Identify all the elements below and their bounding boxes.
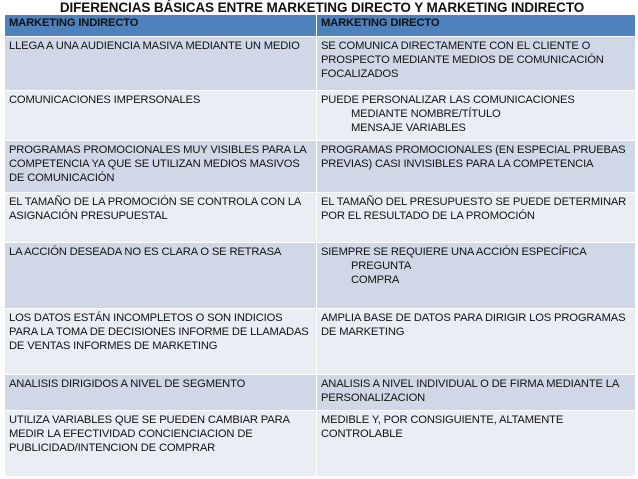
cell-direct (317, 91, 636, 141)
cell-indirect: COMUNICACIONES IMPERSONALES (5, 91, 317, 141)
cell-indirect: PROGRAMAS PROMOCIONALES MUY VISIBLES PARA LA COMPETENCIA YA QUE SE UTILIZAN MEDIOS MASIVOS DE COMUNICACIÓN (5, 141, 317, 193)
cell-sub-item: COMPRA (351, 274, 400, 286)
cell-indirect: LLEGA A UNA AUDIENCIA MASIVA MEDIANTE UN MEDIO (5, 37, 317, 91)
cell-sub-item: MENSAJE VARIABLES (351, 122, 466, 134)
cell-indirect: EL TAMAÑO DE LA PROMOCIÓN SE CONTROLA CON LA ASIGNACIÓN PRESUPUESTAL (5, 193, 317, 243)
cell-direct: AMPLIA BASE DE DATOS PARA DIRIGIR LOS PROGRAMAS DE MARKETING (317, 309, 636, 375)
cell-indirect: LOS DATOS ESTÁN INCOMPLETOS O SON INDICIOS PARA LA TOMA DE DECISIONES INFORME DE LLAMADAS DE VENTAS INFORMES DE MARKETING (5, 309, 317, 375)
cell-indirect: UTILIZA VARIABLES QUE SE PUEDEN CAMBIAR PARA MEDIR LA EFECTIVIDAD CONCIENCIACION DE PUBLICIDAD/INTENCION DE COMPRAR (5, 411, 317, 477)
header-indirect: MARKETING INDIRECTO (5, 15, 317, 37)
table-row (5, 411, 636, 477)
cell-main-text: PUEDE PERSONALIZAR LAS COMUNICACIONES (321, 94, 575, 106)
table-row (5, 309, 636, 375)
table-header-row (5, 15, 636, 37)
cell-direct: SE COMUNICA DIRECTAMENTE CON EL CLIENTE O PROSPECTO MEDIANTE MEDIOS DE COMUNICACIÓN FOCALIZADOS (317, 37, 636, 91)
table-row (5, 91, 636, 141)
table-row (5, 141, 636, 193)
cell-direct (317, 243, 636, 309)
cell-direct: ANALISIS A NIVEL INDIVIDUAL O DE FIRMA MEDIANTE LA PERSONALIZACION (317, 375, 636, 411)
table-row (5, 243, 636, 309)
cell-sub-item: PREGUNTA (351, 260, 412, 272)
cell-main-text: SIEMPRE SE REQUIERE UNA ACCIÓN ESPECÍFICA (321, 246, 587, 258)
table-row (5, 375, 636, 411)
cell-indirect: LA ACCIÓN DESEADA NO ES CLARA O SE RETRASA (5, 243, 317, 309)
header-direct: MARKETING DIRECTO (317, 15, 636, 37)
cell-indirect: ANALISIS DIRIGIDOS A NIVEL DE SEGMENTO (5, 375, 317, 411)
cell-direct: PROGRAMAS PROMOCIONALES (EN ESPECIAL PRUEBAS PREVIAS) CASI INVISIBLES PARA LA COMPETENCIA (317, 141, 636, 193)
cell-direct: EL TAMAÑO DEL PRESUPUESTO SE PUEDE DETERMINAR POR EL RESULTADO DE LA PROMOCIÓN (317, 193, 636, 243)
table-row (5, 37, 636, 91)
comparison-table (4, 14, 636, 477)
cell-sub-item: MEDIANTE NOMBRE/TÍTULO (351, 108, 501, 120)
page-title: DIFERENCIAS BÁSICAS ENTRE MARKETING DIRECTO Y MARKETING INDIRECTO (59, 0, 585, 15)
cell-direct: MEDIBLE Y, POR CONSIGUIENTE, ALTAMENTE CONTROLABLE (317, 411, 636, 477)
table-row (5, 193, 636, 243)
